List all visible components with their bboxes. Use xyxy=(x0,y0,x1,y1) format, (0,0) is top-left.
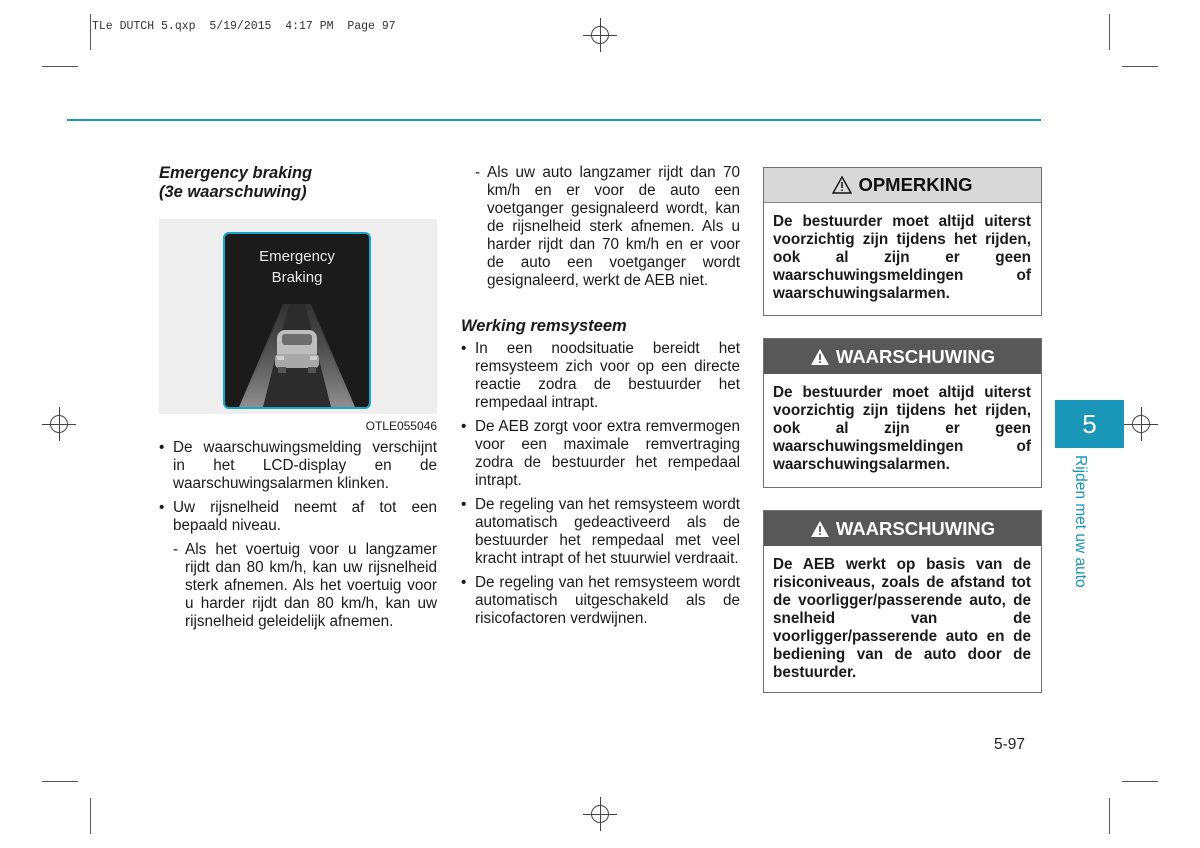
bullet-list xyxy=(159,439,437,535)
notice-header xyxy=(764,168,1041,203)
crop-mark xyxy=(1122,66,1158,67)
list-item: • De waarschuwingsmelding verschijnt in het LCD-display en de waarschuwingsalarmen klinken. xyxy=(159,439,437,493)
lcd-message-line1: Emergency xyxy=(259,248,335,265)
lcd-message xyxy=(225,246,369,288)
crop-mark xyxy=(42,781,78,782)
crop-mark xyxy=(42,66,78,67)
warning-body: De bestuurder moet altijd uiterst voorzichtig zijn tijdens het rijden, ook al zijn er geen waarschuwingsmeldingen of waarschuwingsalarmen. xyxy=(773,384,1031,473)
image-code: OTLE055046 xyxy=(365,419,437,433)
cluster-display-illustration xyxy=(159,219,437,414)
page-number: 5-97 xyxy=(994,736,1026,753)
warning-title: WAARSCHUWING xyxy=(835,345,996,367)
column-middle xyxy=(461,164,740,628)
warning-box xyxy=(763,338,1042,488)
registration-mark xyxy=(1124,407,1158,441)
warning-body: De AEB werkt op basis van de risiconiveaus, zoals de afstand tot de voorligger/passerende auto, de snelheid van de voorligger/passerende auto en de bediening van de auto door de bestuurder. xyxy=(773,556,1031,681)
registration-mark xyxy=(583,18,617,52)
lcd-message-line2: Braking xyxy=(271,269,323,286)
crop-mark xyxy=(90,798,91,834)
warning-header xyxy=(764,339,1041,374)
list-item: • De regeling van het remsysteem wordt automatisch uitgeschakeld als de risicofactoren verdwijnen. xyxy=(461,574,740,628)
sub-list-item: - Als het voertuig voor u langzamer rijdt dan 80 km/h, kan uw rijsnelheid sterk afnemen. Als het voertuig voor u harder rijdt dan 80 km/h, kan uw rijsnelheid geleidelijk afnemen. xyxy=(173,541,437,631)
crop-mark xyxy=(1109,798,1110,834)
header-rule xyxy=(67,119,1041,121)
warning-header xyxy=(764,511,1041,546)
notice-box xyxy=(763,167,1042,316)
bullet-list xyxy=(461,340,740,628)
notice-title: OPMERKING xyxy=(858,174,973,195)
crop-mark xyxy=(90,14,91,50)
section-heading xyxy=(159,164,437,202)
crop-mark xyxy=(1122,781,1158,782)
warning-triangle-icon xyxy=(810,520,830,538)
list-item: • De regeling van het remsysteem wordt automatisch gedeactiveerd als de bestuurder het rempedaal met veel kracht intrapt of het stuurwiel verdraait. xyxy=(461,496,740,568)
section-heading-line1: Emergency braking xyxy=(159,164,313,182)
registration-mark xyxy=(583,797,617,831)
registration-mark xyxy=(42,407,76,441)
lcd-display xyxy=(223,232,371,409)
warning-triangle-icon xyxy=(810,348,830,366)
print-slug: TLe DUTCH 5.qxp 5/19/2015 4:17 PM Page 97 xyxy=(92,20,396,33)
chapter-tab: 5 xyxy=(1055,400,1124,448)
warning-box xyxy=(763,510,1042,693)
section-heading-line2: (3e waarschuwing) xyxy=(159,183,307,201)
warning-title: WAARSCHUWING xyxy=(835,517,996,539)
caution-triangle-icon xyxy=(832,176,852,194)
column-left xyxy=(159,164,437,631)
sub-list-item: - Als uw auto langzamer rijdt dan 70 km/h en er voor de auto een voetganger gesignaleerd wordt, kan de rijsnelheid sterk afnemen. Als u harder rijdt dan 70 km/h en er voor de auto een voetganger wordt gesignaleerd, werkt de AEB niet. xyxy=(475,164,740,290)
notice-body: De bestuurder moet altijd uiterst voorzichtig zijn tijdens het rijden, ook al zijn er geen waarschuwingsmeldingen of waarschuwingsalarmen. xyxy=(773,213,1031,302)
list-item: • In een noodsituatie bereidt het remsysteem zich voor op een directe reactie zodra de bestuurder het rempedaal intrapt. xyxy=(461,340,740,412)
chapter-title: Rijden met uw auto xyxy=(1072,455,1089,588)
section-heading: Werking remsysteem xyxy=(461,317,627,335)
crop-mark xyxy=(1109,14,1110,50)
list-item: • De AEB zorgt voor extra remvermogen voor een maximale remvertraging zodra de bestuurder het rempedaal intrapt. xyxy=(461,418,740,490)
list-item: • Uw rijsnelheid neemt af tot een bepaald niveau. xyxy=(159,499,437,535)
